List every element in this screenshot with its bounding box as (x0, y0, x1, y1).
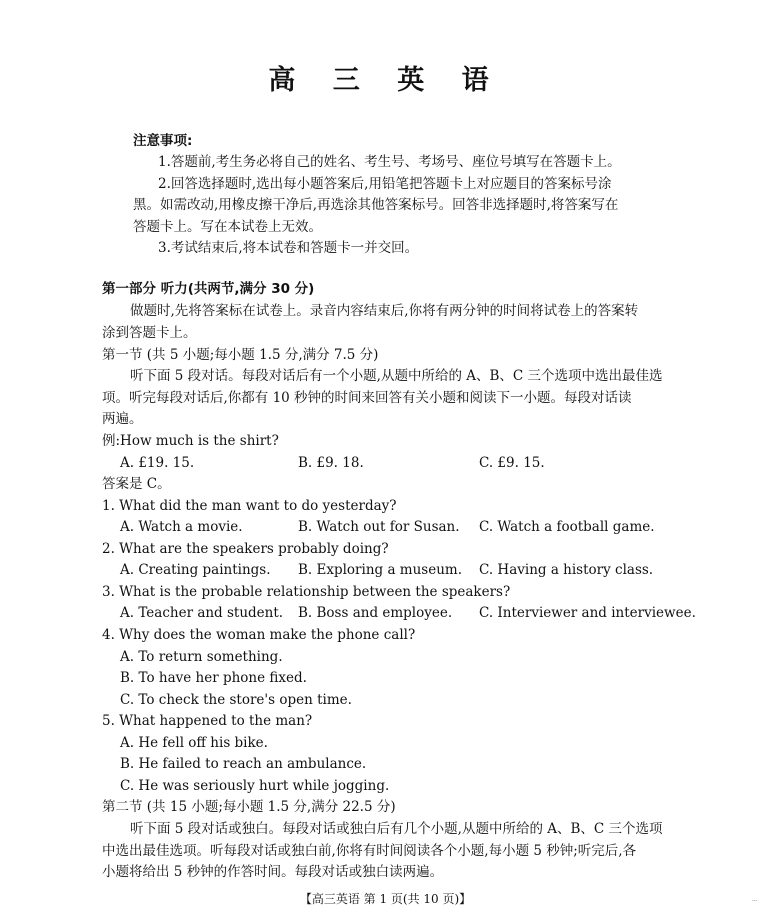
example-option: B. £9. 18. (298, 455, 364, 471)
section1-heading: 第一节 (共 5 小题;每小题 1.5 分,满分 7.5 分) (102, 347, 379, 363)
notice-item: 答题卡上。写在本试卷上无效。 (133, 219, 322, 235)
notice-item: 黑。如需改动,用橡皮擦干净后,再选涂其他答案标号。回答非选择题时,将答案写在 (133, 197, 619, 213)
part1-intro: 做题时,先将答案标在试卷上。录音内容结束后,你将有两分钟的时间将试卷上的答案转 (130, 303, 639, 319)
option: B. To have her phone fixed. (120, 670, 307, 686)
question: 1. What did the man want to do yesterday? (102, 498, 397, 514)
notice-heading: 注意事项: (133, 133, 193, 149)
option: B. Watch out for Susan. (298, 519, 460, 535)
example-option: C. £9. 15. (479, 455, 545, 471)
section1-intro: 两遍。 (102, 411, 143, 427)
option: C. Interviewer and interviewee. (479, 605, 696, 621)
option: A. He fell off his bike. (120, 735, 268, 751)
option: A. Watch a movie. (120, 519, 243, 535)
section1-intro: 项。听完每段对话后,你都有 10 秒钟的时间来回答有关小题和阅读下一小题。每段对话读 (102, 390, 632, 406)
section2-intro: 小题将给出 5 秒钟的作答时间。每段对话或独白读两遍。 (102, 864, 444, 880)
example-option: A. £19. 15. (120, 455, 195, 471)
question: 3. What is the probable relationship between the speakers? (102, 584, 511, 600)
part1-intro: 涂到答题卡上。 (102, 325, 197, 341)
page-title: 高 三 英 语 (268, 65, 503, 96)
section2-heading: 第二节 (共 15 小题;每小题 1.5 分,满分 22.5 分) (102, 799, 396, 815)
option: B. He failed to reach an ambulance. (120, 756, 367, 772)
option: C. Watch a football game. (479, 519, 655, 535)
question: 4. Why does the woman make the phone call? (102, 627, 416, 643)
question: 2. What are the speakers probably doing? (102, 541, 389, 557)
part1-heading: 第一部分 听力(共两节,满分 30 分) (102, 281, 315, 297)
option: B. Exploring a museum. (298, 562, 462, 578)
example-answer: 答案是 C。 (102, 476, 171, 492)
option: A. Teacher and student. (120, 605, 284, 621)
section2-intro: 中选出最佳选项。听每段对话或独白前,你将有时间阅读各个小题,每小题 5 秒钟;听完后,各 (102, 843, 637, 859)
option: C. To check the store's open time. (120, 692, 352, 708)
option: A. Creating paintings. (120, 562, 271, 578)
corner-mark: ... (752, 896, 758, 903)
section2-intro: 听下面 5 段对话或独白。每段对话或独白后有几个小题,从题中所给的 A、B、C 三个选项 (130, 821, 663, 837)
example-question: 例:How much is the shirt? (102, 433, 279, 449)
option: A. To return something. (120, 649, 283, 665)
notice-item: 2.回答选择题时,选出每小题答案后,用铅笔把答题卡上对应题目的答案标号涂 (158, 176, 612, 192)
question: 5. What happened to the man? (102, 713, 313, 729)
notice-item: 1.答题前,考生务必将自己的姓名、考生号、考场号、座位号填写在答题卡上。 (158, 154, 621, 170)
option: C. Having a history class. (479, 562, 654, 578)
option: C. He was seriously hurt while jogging. (120, 778, 390, 794)
section1-intro: 听下面 5 段对话。每段对话后有一个小题,从题中所给的 A、B、C 三个选项中选出最佳选 (130, 368, 663, 384)
notice-item: 3.考试结束后,将本试卷和答题卡一并交回。 (158, 240, 419, 256)
page-footer: 【高三英语 第 1 页(共 10 页)】 (299, 892, 472, 906)
option: B. Boss and employee. (298, 605, 453, 621)
